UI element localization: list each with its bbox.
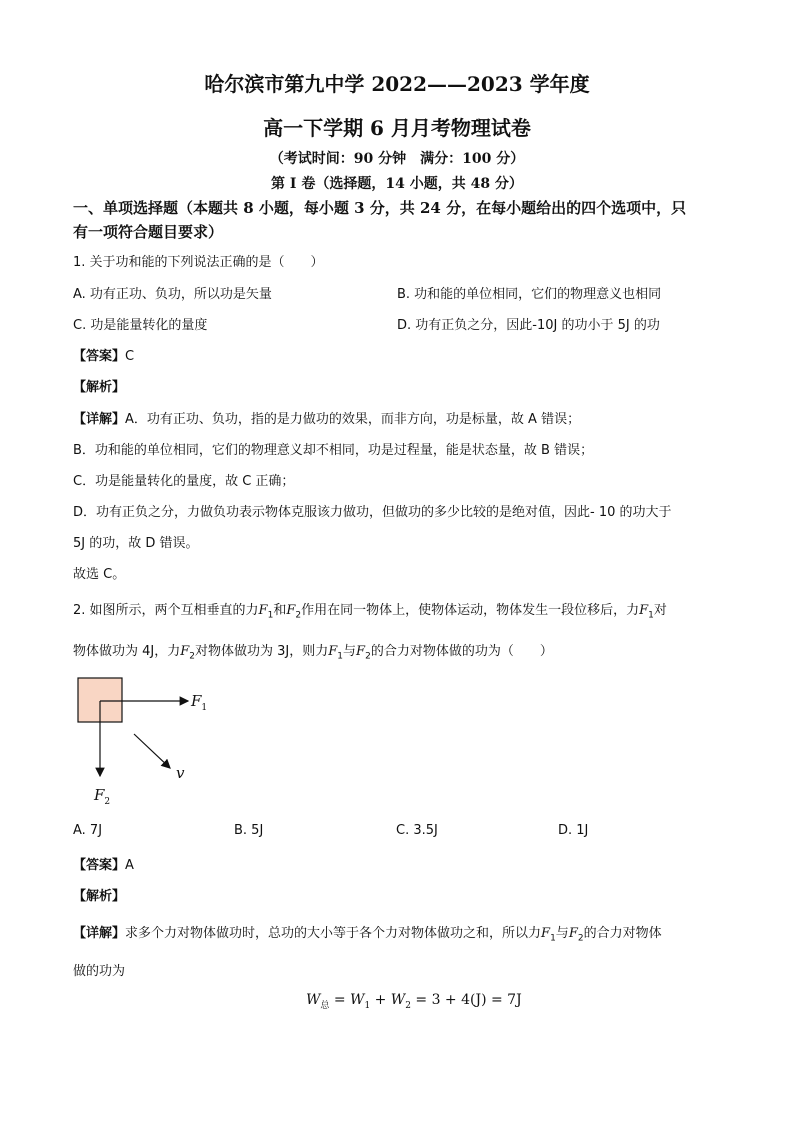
q2-detail-line2: 做的功为 <box>73 964 126 979</box>
subscript: 2 <box>405 1000 411 1011</box>
subscript: 1 <box>550 933 556 944</box>
q2-answer <box>73 854 134 873</box>
detail-tag: 【详解】 <box>73 926 126 941</box>
subscript: 1 <box>648 610 654 621</box>
q1-detail-b: B．功和能的单位相同，它们的物理意义却不相同，功是过程量，能是状态量，故 B 错误； <box>73 443 594 458</box>
q2-detail-part: 求多个力对物体做功时，总功的大小等于各个力对物体做功之和，所以力 <box>125 926 542 941</box>
q2-answer-value: A <box>125 858 134 873</box>
velocity-arrow <box>134 734 170 768</box>
subscript: 1 <box>364 1000 371 1011</box>
q1-detail-c: C．功是能量转化的量度，故 C 正确； <box>73 474 295 489</box>
q1-stem: 1. 关于功和能的下列说法正确的是（ ） <box>73 255 324 270</box>
q2-option-d: D. 1J <box>558 823 589 838</box>
q2-detail-line1 <box>73 922 662 944</box>
q1-answer-value: C <box>125 349 135 364</box>
symbol-f: F <box>286 603 296 618</box>
symbol-f: F <box>639 603 649 618</box>
eq-w: W <box>306 992 321 1008</box>
q2-detail-part: 的合力对物体 <box>583 926 662 941</box>
q1-analysis <box>73 376 125 395</box>
symbol-f: F <box>94 786 105 804</box>
symbol-f: F <box>541 926 551 941</box>
q1-option-d: D. 功有正负之分，因此-10J 的功小于 5J 的功 <box>397 318 660 333</box>
subscript: 1 <box>201 703 208 713</box>
subscript: 2 <box>365 651 371 662</box>
q1-option-b: B. 功和能的单位相同，它们的物理意义也相同 <box>397 287 662 302</box>
symbol-f: F <box>191 692 202 710</box>
q2-analysis <box>73 885 125 904</box>
work-equation <box>306 992 522 1011</box>
section-heading-line2: 有一项符合题目要求） <box>73 223 224 241</box>
symbol-f: F <box>568 926 578 941</box>
volume-heading: 第 I 卷（选择题，14 小题，共 48 分） <box>271 176 523 192</box>
subscript: 2 <box>577 933 584 944</box>
q2-option-a: A. 7J <box>73 823 103 838</box>
section-heading-line1: 一、单项选择题（本题共 8 小题，每小题 3 分，共 24 分，在每小题给出的四个选项中，只 <box>73 199 687 217</box>
symbol-f: F <box>356 644 366 659</box>
q2-stem-part: 2. 如图所示，两个互相垂直的力 <box>73 603 259 618</box>
q1-detail-d-line2: 5J 的功，故 D 错误。 <box>73 536 199 551</box>
exam-title-line2: 高一下学期 6 月月考物理试卷 <box>263 116 531 140</box>
q2-option-c: C. 3.5J <box>396 823 438 838</box>
eq-part: = 3 + 4(J) = 7J <box>410 992 522 1008</box>
label-v: v <box>176 764 185 782</box>
q2-stem-part: 与 <box>343 644 357 659</box>
eq-part: = W <box>333 992 365 1008</box>
answer-tag: 【答案】 <box>73 349 126 364</box>
subscript: 1 <box>337 651 344 662</box>
exam-title-line1: 哈尔滨市第九中学 2022——2023 学年度 <box>204 72 590 96</box>
q2-option-b: B. 5J <box>234 823 264 838</box>
q2-stem-part: 作用在同一物体上，使物体运动，物体发生一段位移后，力 <box>301 603 640 618</box>
q2-stem-part: 物体做功为 4J，力 <box>73 644 181 659</box>
q1-answer <box>73 345 134 364</box>
analysis-tag: 【解析】 <box>73 380 126 395</box>
answer-tag: 【答案】 <box>73 858 126 873</box>
symbol-f: F <box>328 644 338 659</box>
detail-tag: 【详解】 <box>73 412 126 427</box>
q1-detail-d-line1: D．功有正负之分，力做负功表示物体克服该力做功，但做功的多少比较的是绝对值，因此- 10 的功大于 <box>73 505 672 520</box>
subscript: 2 <box>104 797 111 807</box>
q2-stem-part: 和 <box>273 603 287 618</box>
eq-subscript-total: 总 <box>320 1000 330 1011</box>
q1-detail-a-text: A．功有正功、负功，指的是力做功的效果，而非方向，功是标量，故 A 错误； <box>125 412 581 427</box>
q1-option-a: A. 功有正功、负功，所以功是矢量 <box>73 287 272 302</box>
q2-stem-line1 <box>73 599 667 621</box>
analysis-tag: 【解析】 <box>73 889 126 904</box>
q2-detail-part: 与 <box>555 926 569 941</box>
q2-stem-part: 的合力对物体做的功为（ ） <box>370 644 553 659</box>
label-f1 <box>191 692 207 713</box>
symbol-f: F <box>180 644 190 659</box>
q1-option-c: C. 功是能量转化的量度 <box>73 318 208 333</box>
q2-stem-line2 <box>73 640 553 662</box>
q1-detail-a <box>73 408 580 427</box>
subscript: 2 <box>295 610 302 621</box>
q2-stem-part: 对 <box>653 603 667 618</box>
q1-conclusion: 故选 C。 <box>73 567 126 582</box>
subscript: 1 <box>267 610 274 621</box>
subscript: 2 <box>189 651 196 662</box>
symbol-f: F <box>258 603 268 618</box>
q2-stem-part: 对物体做功为 3J，则力 <box>195 644 329 659</box>
eq-part: + W <box>370 992 406 1008</box>
exam-info: （考试时间：90 分钟 满分：100 分） <box>269 151 525 167</box>
label-f2 <box>94 786 110 807</box>
